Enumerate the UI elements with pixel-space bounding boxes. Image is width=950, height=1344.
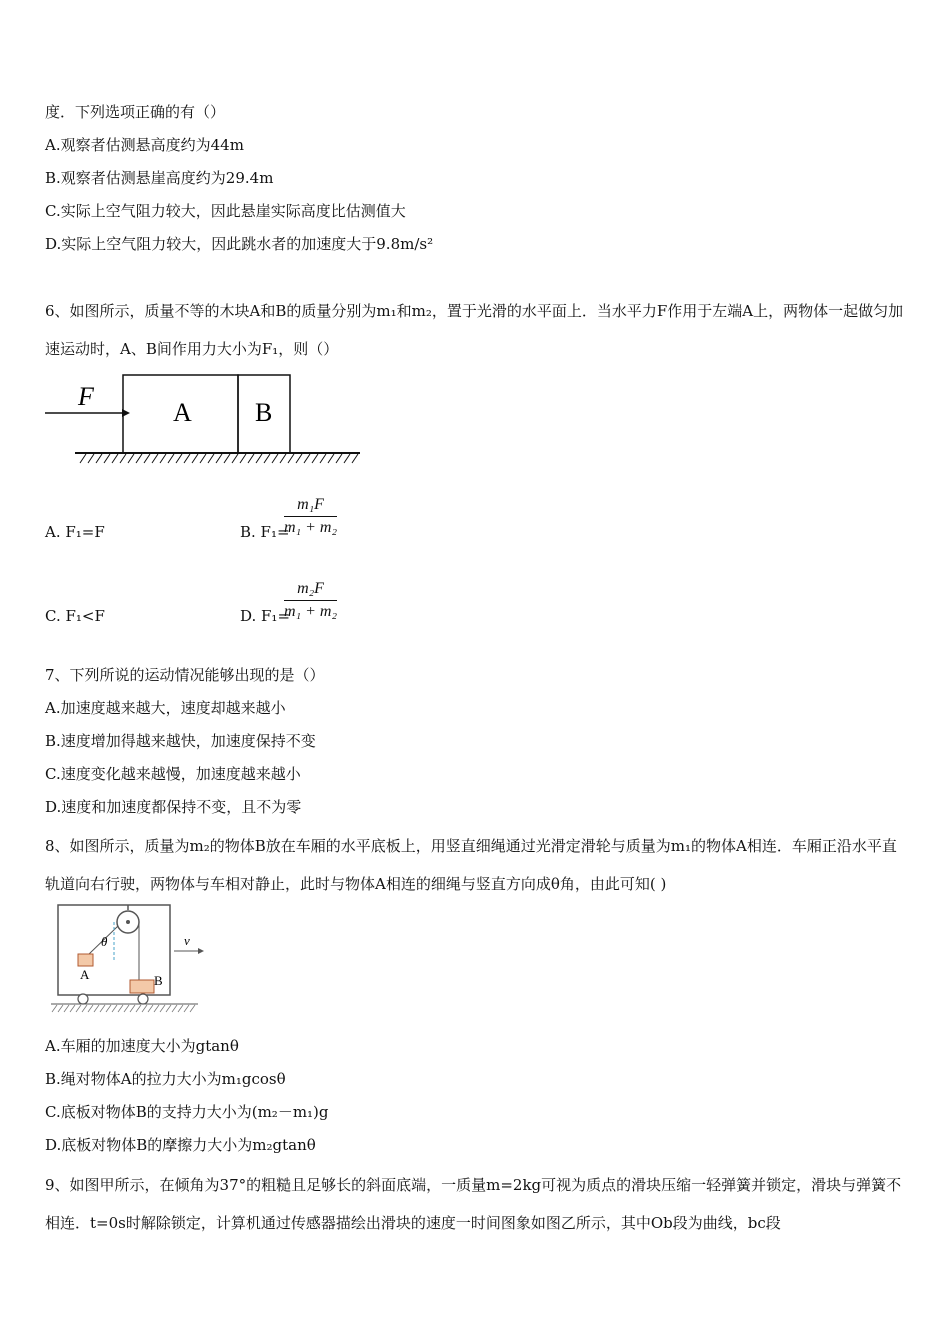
q7-option-b: B.速度增加得越来越快，加速度保持不变: [45, 732, 316, 750]
q8-option-d: D.底板对物体B的摩擦力大小为m₂gtanθ: [45, 1136, 316, 1154]
q6-option-d-fraction: [284, 580, 337, 621]
q6-block-diagram: [40, 370, 370, 470]
q7-option-d: D.速度和加速度都保持不变，且不为零: [45, 798, 302, 816]
q8-stem: 8、如图所示，质量为m₂的物体B放在车厢的水平底板上，用竖直细绳通过光滑定滑轮与质量为m₁的物体A相连．车厢正沿水平直轨道向右行驶，两物体与车相对静止，此时与物体A相连的细绳与竖直方向成θ角，由此可知( ): [45, 837, 897, 893]
q5-option-c: C.实际上空气阻力较大，因此悬崖实际高度比估测值大: [45, 202, 406, 220]
q6-option-c: C. F₁<F: [45, 607, 105, 625]
q7-option-c: C.速度变化越来越慢，加速度越来越小: [45, 765, 301, 783]
q5-stem-tail: 度．下列选项正确的有（）: [45, 103, 226, 121]
q8-label-b: B: [154, 973, 163, 988]
q6-option-d-denominator: m₁ + m₂: [284, 603, 338, 620]
q6-force-label: F: [78, 382, 94, 411]
q6-block-b-label: B: [255, 398, 273, 427]
q8-option-a: A.车厢的加速度大小为gtanθ: [45, 1037, 239, 1055]
q6-option-b-denominator: m₁ + m₂: [284, 519, 338, 536]
q9-stem: 9、如图甲所示，在倾角为37°的粗糙且足够长的斜面底端，一质量m=2kg可视为质点的滑块压缩一轻弹簧并锁定，滑块与弹簧不相连．t=0s时解除锁定，计算机通过传感器描绘出滑块的速度一时间图象如图乙所示，其中Ob段为曲线，bc段: [45, 1176, 902, 1232]
q6-option-b-prefix: B. F₁=: [240, 523, 290, 541]
q5-option-d: D.实际上空气阻力较大，因此跳水者的加速度大于9.8m/s²: [45, 235, 434, 253]
q5-option-b: B.观察者估测悬崖高度约为29.4m: [45, 169, 274, 187]
q5-option-a: A.观察者估测悬高度约为44m: [45, 136, 244, 154]
q8-velocity-label: v: [184, 933, 190, 948]
q8-theta-label: θ: [101, 934, 108, 949]
q8-label-a: A: [80, 967, 90, 982]
q6-option-d-numerator: m₂F: [297, 580, 324, 597]
q7-option-a: A.加速度越来越大，速度却越来越小: [45, 699, 286, 717]
q6-stem: 6、如图所示，质量不等的木块A和B的质量分别为m₁和m₂，置于光滑的水平面上．当水平力F作用于左端A上，两物体一起做匀加速运动时，A、B间作用力大小为F₁，则（）: [45, 302, 904, 358]
q6-option-a: A. F₁=F: [45, 523, 105, 541]
q8-option-c: C.底板对物体B的支持力大小为(m₂－m₁)g: [45, 1103, 329, 1121]
q6-option-d-prefix: D. F₁=: [240, 607, 291, 625]
q8-option-b: B.绳对物体A的拉力大小为m₁gcosθ: [45, 1070, 286, 1088]
q8-carriage-diagram: [48, 900, 218, 1015]
q6-block-a-label: A: [173, 398, 192, 427]
q6-option-b-numerator: m₁F: [297, 496, 324, 513]
q7-stem: 7、下列所说的运动情况能够出现的是（）: [45, 666, 325, 684]
q6-option-b-fraction: [284, 496, 337, 537]
